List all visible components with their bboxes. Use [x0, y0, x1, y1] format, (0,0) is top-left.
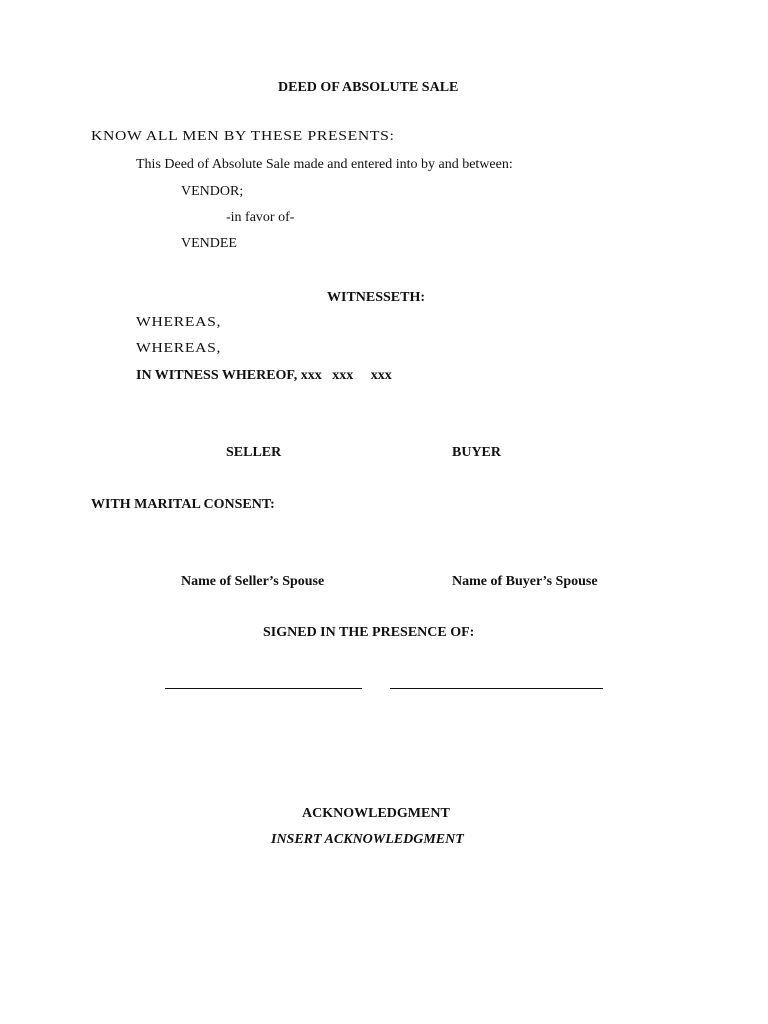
document-title: DEED OF ABSOLUTE SALE	[278, 80, 459, 95]
whereas-clause-1: WHEREAS,	[136, 315, 222, 330]
buyer-label: BUYER	[452, 445, 502, 460]
acknowledgment-heading: ACKNOWLEDGMENT	[302, 806, 450, 821]
marital-consent-heading: WITH MARITAL CONSENT:	[91, 497, 275, 512]
signed-presence-heading: SIGNED IN THE PRESENCE OF:	[263, 625, 475, 640]
seller-spouse-label: Name of Seller’s Spouse	[181, 574, 325, 589]
in-witness-line: IN WITNESS WHEREOF, xxx xxx xxx	[136, 368, 392, 383]
insert-acknowledgment-placeholder: INSERT ACKNOWLEDGMENT	[271, 832, 464, 847]
vendee-label: VENDEE	[181, 236, 237, 251]
preamble-line: This Deed of Absolute Sale made and entered into by and between:	[136, 157, 513, 172]
witness-signature-line-1	[165, 688, 362, 689]
in-favor-of-line: -in favor of-	[226, 210, 295, 225]
buyer-spouse-label: Name of Buyer’s Spouse	[452, 574, 598, 589]
vendor-label: VENDOR;	[181, 184, 244, 199]
intro-line: KNOW ALL MEN BY THESE PRESENTS:	[91, 129, 395, 144]
witnesseth-heading: WITNESSETH:	[327, 290, 426, 305]
witness-signature-line-2	[390, 688, 603, 689]
whereas-clause-2: WHEREAS,	[136, 341, 222, 356]
seller-label: SELLER	[226, 445, 282, 460]
